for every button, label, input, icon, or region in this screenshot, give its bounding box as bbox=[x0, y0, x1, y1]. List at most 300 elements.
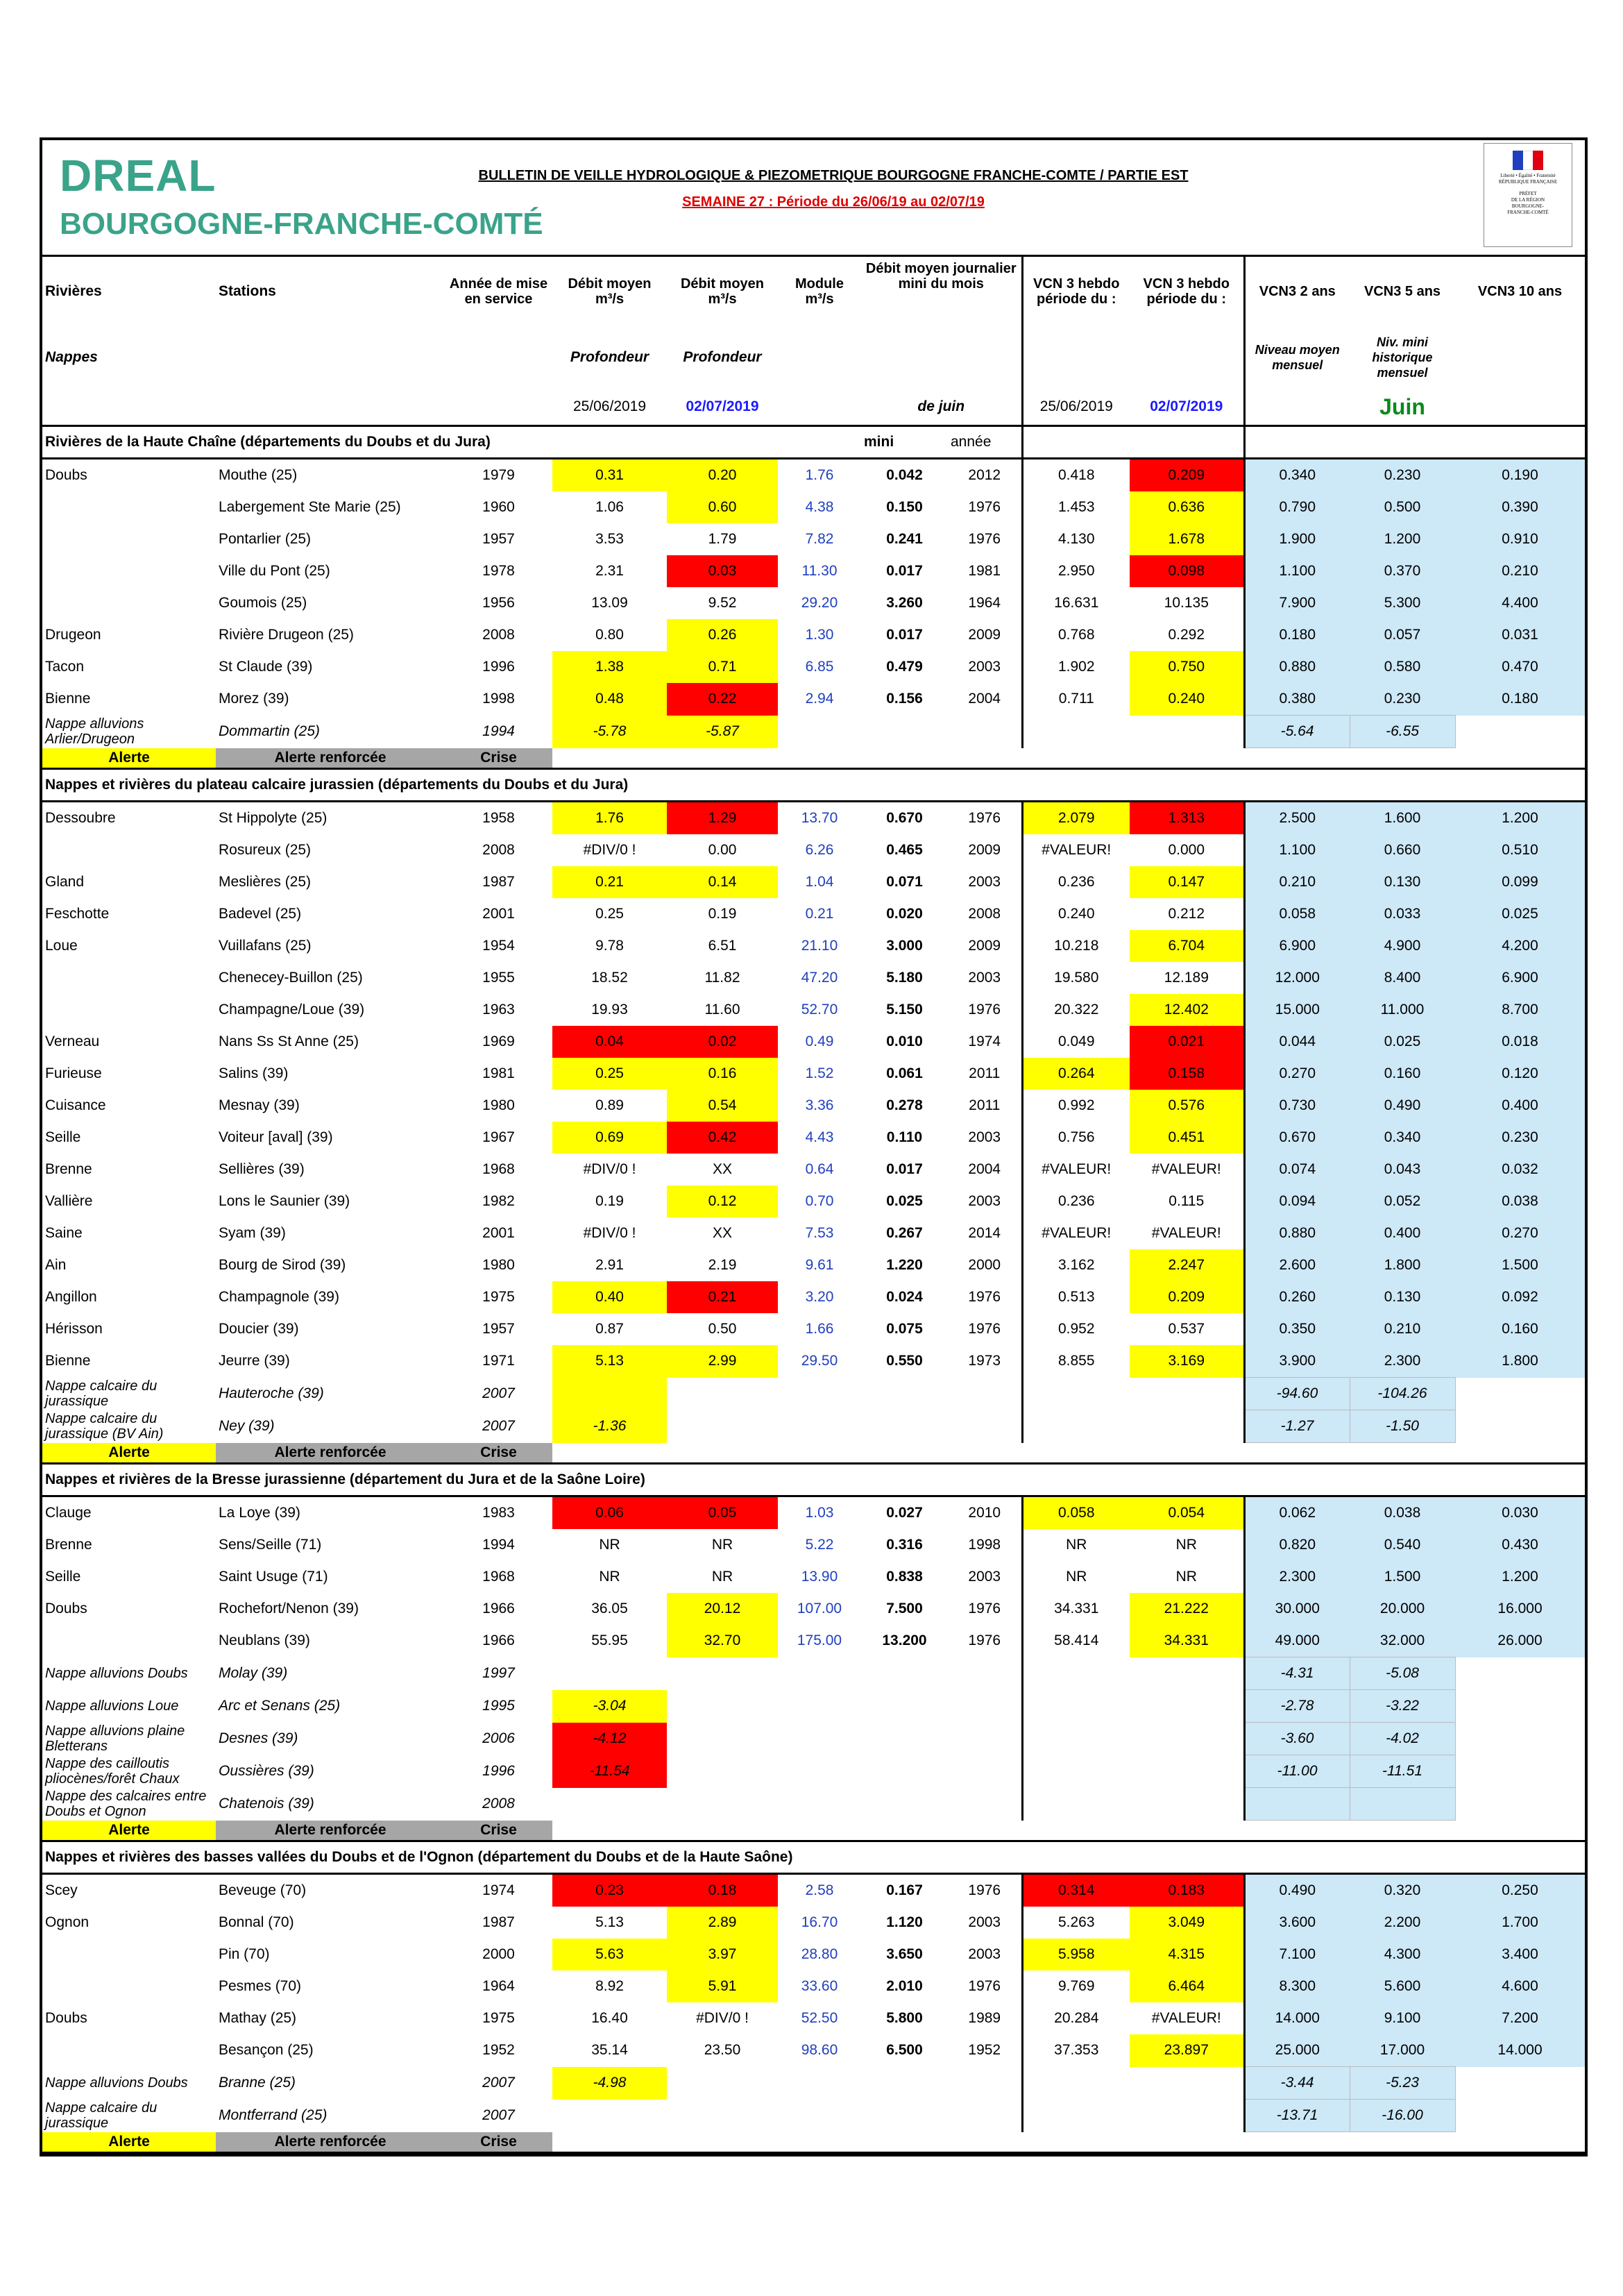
col-annee: Année de mise en service bbox=[449, 276, 548, 307]
service-year: 1956 bbox=[482, 595, 515, 611]
niveau-mini: -4.02 bbox=[1350, 1723, 1455, 1755]
vcn3-5ans: 0.052 bbox=[1350, 1185, 1455, 1217]
section-0 bbox=[42, 426, 1585, 769]
niveau-moyen: -3.60 bbox=[1244, 1723, 1350, 1755]
vcn3-5ans: 9.100 bbox=[1350, 2002, 1455, 2034]
debit-value-1: 1.76 bbox=[552, 802, 667, 835]
mini-year: 2003 bbox=[948, 962, 1022, 994]
debit-value-2: 3.97 bbox=[667, 1939, 778, 1970]
river-name bbox=[42, 1625, 216, 1657]
vcn-value-1: 0.711 bbox=[1022, 683, 1130, 716]
vcn3-2ans: 14.000 bbox=[1244, 2002, 1350, 2034]
vcn3-5ans: 20.000 bbox=[1350, 1593, 1455, 1625]
col-rivieres: Rivières bbox=[45, 283, 102, 299]
section-title-row bbox=[42, 1464, 1585, 1496]
module-value: 9.61 bbox=[805, 1257, 834, 1273]
bulletin-sheet bbox=[40, 137, 1588, 2156]
vcn3-5ans: 0.230 bbox=[1350, 459, 1455, 492]
debit-value-1 bbox=[552, 1788, 667, 1821]
vcn-value-2: #VALEUR! bbox=[1130, 1217, 1244, 1249]
station-row bbox=[42, 1090, 1585, 1122]
vcn3-2ans: 0.490 bbox=[1244, 1874, 1350, 1907]
module-value: 13.90 bbox=[801, 1569, 838, 1585]
mini-year: 2009 bbox=[948, 619, 1022, 651]
module-value: 1.30 bbox=[805, 627, 834, 643]
vcn-value-1: 5.958 bbox=[1022, 1939, 1130, 1970]
vcn3-2ans: 3.900 bbox=[1244, 1345, 1350, 1378]
station-row bbox=[42, 1939, 1585, 1970]
river-name: Brenne bbox=[45, 1161, 92, 1177]
vcn3-10ans: 1.800 bbox=[1455, 1345, 1585, 1378]
service-year: 1982 bbox=[482, 1193, 515, 1209]
station-name: Champagne/Loue (39) bbox=[219, 1002, 365, 1018]
service-year: 1983 bbox=[482, 1505, 515, 1521]
mini-year: 2008 bbox=[948, 898, 1022, 930]
station-row bbox=[42, 930, 1585, 962]
station-name: Syam (39) bbox=[219, 1225, 286, 1241]
debit-value-1: 16.40 bbox=[552, 2002, 667, 2034]
vcn-value-1: 16.631 bbox=[1022, 587, 1130, 619]
mini-value: 0.017 bbox=[886, 1161, 923, 1177]
vcn3-5ans: 2.200 bbox=[1350, 1907, 1455, 1939]
vcn3-10ans: 3.400 bbox=[1455, 1939, 1585, 1970]
debit-value-2: 0.54 bbox=[667, 1090, 778, 1122]
debit-value-2: 0.71 bbox=[667, 651, 778, 683]
dreal-logo: DREAL bbox=[60, 151, 216, 201]
vcn3-5ans: 0.400 bbox=[1350, 1217, 1455, 1249]
debit-value-2 bbox=[667, 2100, 778, 2132]
nappe-row bbox=[42, 1657, 1585, 1690]
bulletin-title: BULLETIN DE VEILLE HYDROLOGIQUE & PIEZOMETRIQUE BOURGOGNE FRANCHE-COMTE / PARTIE EST bbox=[478, 168, 1189, 183]
service-year: 2001 bbox=[482, 1225, 515, 1241]
vcn-value-2: 1.678 bbox=[1130, 523, 1244, 555]
niveau-moyen: -3.44 bbox=[1244, 2067, 1350, 2100]
prefet-motto: Liberté • Égalité • Fraternité RÉPUBLIQUE FRANÇAISE bbox=[1498, 173, 1558, 185]
mini-value: 5.150 bbox=[886, 1002, 923, 1018]
legend-alerte-renforcee: Alerte renforcée bbox=[216, 1821, 445, 1841]
river-name bbox=[42, 994, 216, 1026]
juin-label: Juin bbox=[1379, 394, 1425, 419]
debit-value-2: 0.16 bbox=[667, 1058, 778, 1090]
service-year: 2001 bbox=[482, 906, 515, 922]
vcn3-10ans: 26.000 bbox=[1455, 1625, 1585, 1657]
legend-alerte-renforcee: Alerte renforcée bbox=[216, 1443, 445, 1464]
vcn3-2ans: 0.062 bbox=[1244, 1496, 1350, 1530]
vcn3-10ans: 0.390 bbox=[1455, 491, 1585, 523]
vcn3-5ans: 0.540 bbox=[1350, 1529, 1455, 1561]
vcn3-2ans: 0.270 bbox=[1244, 1058, 1350, 1090]
debit-value-2: XX bbox=[667, 1217, 778, 1249]
vcn-value-2: #VALEUR! bbox=[1130, 1154, 1244, 1185]
niveau-moyen: -2.78 bbox=[1244, 1690, 1350, 1723]
station-row bbox=[42, 1907, 1585, 1939]
mini-year: 2003 bbox=[948, 651, 1022, 683]
module-value: 29.50 bbox=[801, 1353, 838, 1369]
mini-year: 2003 bbox=[948, 1185, 1022, 1217]
vcn3-5ans: 0.230 bbox=[1350, 683, 1455, 716]
col-djm: Débit moyen journalier mini du mois bbox=[861, 257, 1022, 326]
mini-value: 0.017 bbox=[886, 627, 923, 643]
vcn3-2ans: 1.900 bbox=[1244, 523, 1350, 555]
mini-value: 0.020 bbox=[886, 906, 923, 922]
vcn3-2ans: 7.100 bbox=[1244, 1939, 1350, 1970]
mini-value: 13.200 bbox=[882, 1632, 927, 1649]
mini-value: 2.010 bbox=[886, 1978, 923, 1994]
debit-value-2: NR bbox=[667, 1561, 778, 1593]
mini-value: 0.024 bbox=[886, 1289, 923, 1305]
module-value: 1.76 bbox=[805, 467, 834, 483]
debit-value-1: 18.52 bbox=[552, 962, 667, 994]
module-value: 6.26 bbox=[805, 842, 834, 858]
vcn3-2ans: 30.000 bbox=[1244, 1593, 1350, 1625]
vcn3-2ans: 0.730 bbox=[1244, 1090, 1350, 1122]
col-debit-2: Débit moyen m³/s bbox=[680, 276, 765, 307]
debit-value-2: 11.60 bbox=[667, 994, 778, 1026]
module-value: 13.70 bbox=[801, 810, 838, 826]
vcn-value-1: 58.414 bbox=[1022, 1625, 1130, 1657]
river-name: Seille bbox=[45, 1569, 81, 1585]
station-row bbox=[42, 651, 1585, 683]
date-02-07: 02/07/2019 bbox=[686, 398, 759, 414]
vcn-value-2: NR bbox=[1130, 1529, 1244, 1561]
mini-value: 0.167 bbox=[886, 1882, 923, 1898]
vcn-value-1: 0.768 bbox=[1022, 619, 1130, 651]
vcn3-10ans: 0.099 bbox=[1455, 866, 1585, 898]
service-year: 2008 bbox=[482, 842, 515, 858]
debit-value-2: 9.52 bbox=[667, 587, 778, 619]
debit-value-2 bbox=[667, 1755, 778, 1788]
station-row bbox=[42, 994, 1585, 1026]
mini-year: 2003 bbox=[948, 866, 1022, 898]
vcn3-5ans: 8.400 bbox=[1350, 962, 1455, 994]
vcn-value-2: 0.147 bbox=[1130, 866, 1244, 898]
service-year: 1966 bbox=[482, 1601, 515, 1617]
module-value: 107.00 bbox=[797, 1601, 842, 1617]
station-name: Dommartin (25) bbox=[219, 723, 320, 739]
mini-year: 1976 bbox=[948, 1874, 1022, 1907]
nappe-name: Nappe calcaire du jurassique bbox=[45, 1378, 158, 1409]
station-row bbox=[42, 1217, 1585, 1249]
vcn-value-2: 0.115 bbox=[1130, 1185, 1244, 1217]
service-year: 1957 bbox=[482, 1321, 515, 1337]
module-value: 7.82 bbox=[805, 531, 834, 547]
vcn3-10ans: 0.031 bbox=[1455, 619, 1585, 651]
river-name: Saine bbox=[45, 1225, 83, 1241]
station-name: Badevel (25) bbox=[219, 906, 302, 922]
mini-year: 1952 bbox=[948, 2034, 1022, 2067]
vcn3-5ans: 0.660 bbox=[1350, 834, 1455, 866]
vcn3-2ans: 2.600 bbox=[1244, 1249, 1350, 1281]
debit-value-1: 0.31 bbox=[552, 459, 667, 492]
river-name: Scey bbox=[45, 1882, 78, 1898]
river-name bbox=[42, 587, 216, 619]
vcn3-2ans: 0.670 bbox=[1244, 1122, 1350, 1154]
debit-value-1: 0.19 bbox=[552, 1185, 667, 1217]
vcn3-2ans: 1.100 bbox=[1244, 555, 1350, 587]
debit-value-2 bbox=[667, 1410, 778, 1443]
service-year: 1975 bbox=[482, 2010, 515, 2026]
niveau-moyen: -94.60 bbox=[1244, 1378, 1350, 1410]
section-title: Rivières de la Haute Chaîne (départements du Doubs et du Jura) bbox=[42, 426, 861, 459]
vcn3-10ans: 0.470 bbox=[1455, 651, 1585, 683]
debit-value-2: 2.89 bbox=[667, 1907, 778, 1939]
vcn3-5ans: 0.210 bbox=[1350, 1313, 1455, 1345]
vcn-value-2: 0.054 bbox=[1130, 1496, 1244, 1530]
station-name: Nans Ss St Anne (25) bbox=[219, 1033, 359, 1049]
vcn-value-1: 0.418 bbox=[1022, 459, 1130, 492]
station-row bbox=[42, 683, 1585, 716]
station-row bbox=[42, 1345, 1585, 1378]
station-name: Pesmes (70) bbox=[219, 1978, 302, 1994]
legend-alerte: Alerte bbox=[42, 1821, 216, 1841]
service-year: 2006 bbox=[482, 1730, 515, 1746]
station-name: Hauteroche (39) bbox=[219, 1385, 324, 1401]
annee-label: année bbox=[948, 426, 1022, 459]
river-name: Doubs bbox=[45, 1601, 87, 1617]
vcn3-10ans: 0.270 bbox=[1455, 1217, 1585, 1249]
service-year: 1987 bbox=[482, 874, 515, 890]
river-name: Seille bbox=[45, 1129, 81, 1145]
debit-value-1: 0.48 bbox=[552, 683, 667, 716]
vcn3-2ans: 0.880 bbox=[1244, 651, 1350, 683]
vcn-value-2: 0.750 bbox=[1130, 651, 1244, 683]
debit-value-2: 0.05 bbox=[667, 1496, 778, 1530]
debit-value-2 bbox=[667, 1657, 778, 1690]
section-1 bbox=[42, 769, 1585, 1464]
mini-year: 2011 bbox=[948, 1058, 1022, 1090]
vcn-value-2: 10.135 bbox=[1130, 587, 1244, 619]
station-row bbox=[42, 1970, 1585, 2002]
station-row bbox=[42, 1529, 1585, 1561]
station-name: Sellières (39) bbox=[219, 1161, 305, 1177]
service-year: 1967 bbox=[482, 1129, 515, 1145]
section-title: Nappes et rivières des basses vallées du Doubs et de l'Ognon (département du Doubs et de la Haute Saône) bbox=[42, 1841, 1585, 1874]
mini-year: 1976 bbox=[948, 994, 1022, 1026]
mini-year: 2000 bbox=[948, 1249, 1022, 1281]
vcn-value-2: 0.636 bbox=[1130, 491, 1244, 523]
debit-value-1: 35.14 bbox=[552, 2034, 667, 2067]
vcn3-10ans: 4.200 bbox=[1455, 930, 1585, 962]
niveau-mini bbox=[1350, 1788, 1455, 1821]
col-nappes: Nappes bbox=[45, 349, 98, 365]
vcn3-5ans: 0.370 bbox=[1350, 555, 1455, 587]
module-value: 98.60 bbox=[801, 2042, 838, 2059]
station-name: La Loye (39) bbox=[219, 1505, 300, 1521]
vcn-value-1: 1.453 bbox=[1022, 491, 1130, 523]
vcn3-5ans: 0.320 bbox=[1350, 1874, 1455, 1907]
station-name: Montferrand (25) bbox=[219, 2107, 328, 2123]
debit-value-1: #DIV/0 ! bbox=[552, 834, 667, 866]
vcn3-10ans: 0.210 bbox=[1455, 555, 1585, 587]
vcn-value-1: 0.058 bbox=[1022, 1496, 1130, 1530]
mini-value: 1.220 bbox=[886, 1257, 923, 1273]
station-name: Mesnay (39) bbox=[219, 1097, 300, 1113]
niveau-moyen: -4.31 bbox=[1244, 1657, 1350, 1690]
vcn3-5ans: 0.043 bbox=[1350, 1154, 1455, 1185]
nappe-row bbox=[42, 1723, 1585, 1755]
debit-value-1 bbox=[552, 2100, 667, 2132]
station-name: Rivière Drugeon (25) bbox=[219, 627, 354, 643]
nappe-name: Nappe alluvions Arlier/Drugeon bbox=[45, 716, 144, 747]
vcn3-10ans: 0.510 bbox=[1455, 834, 1585, 866]
station-name: Labergement Ste Marie (25) bbox=[219, 499, 401, 515]
mini-label: mini bbox=[861, 426, 948, 459]
vcn3-2ans: 0.210 bbox=[1244, 866, 1350, 898]
mini-value: 0.071 bbox=[886, 874, 923, 890]
debit-value-2 bbox=[667, 1788, 778, 1821]
vcn3-10ans: 0.430 bbox=[1455, 1529, 1585, 1561]
service-year: 1960 bbox=[482, 499, 515, 515]
vcn-value-2: 0.537 bbox=[1130, 1313, 1244, 1345]
station-name: Jeurre (39) bbox=[219, 1353, 290, 1369]
vcn3-10ans: 0.030 bbox=[1455, 1496, 1585, 1530]
station-name: Lons le Saunier (39) bbox=[219, 1193, 350, 1209]
vcn3-10ans: 0.400 bbox=[1455, 1090, 1585, 1122]
vcn-value-2: 0.212 bbox=[1130, 898, 1244, 930]
prefet-label: PRÉFET DE LA RÉGION BOURGOGNE- FRANCHE-COMTÉ bbox=[1507, 191, 1549, 215]
mini-value: 0.316 bbox=[886, 1537, 923, 1553]
mini-value: 0.017 bbox=[886, 563, 923, 579]
debit-value-2: 0.12 bbox=[667, 1185, 778, 1217]
vcn3-2ans: 12.000 bbox=[1244, 962, 1350, 994]
vcn-value-2: 0.158 bbox=[1130, 1058, 1244, 1090]
vcn3-5ans: 4.900 bbox=[1350, 930, 1455, 962]
module-value: 11.30 bbox=[801, 563, 838, 579]
module-value: 2.94 bbox=[805, 691, 834, 707]
mini-year: 1976 bbox=[948, 1281, 1022, 1313]
debit-value-2: 2.19 bbox=[667, 1249, 778, 1281]
debit-value-2: 11.82 bbox=[667, 962, 778, 994]
vcn-value-2: 0.021 bbox=[1130, 1026, 1244, 1058]
debit-value-1: 0.87 bbox=[552, 1313, 667, 1345]
service-year: 1997 bbox=[482, 1665, 515, 1681]
vcn3-10ans: 1.700 bbox=[1455, 1907, 1585, 1939]
debit-value-2: 0.21 bbox=[667, 1281, 778, 1313]
station-row bbox=[42, 523, 1585, 555]
service-year: 1979 bbox=[482, 467, 515, 483]
vcn3-10ans: 1.200 bbox=[1455, 802, 1585, 835]
river-name: Furieuse bbox=[45, 1065, 102, 1081]
debit-value-2: 20.12 bbox=[667, 1593, 778, 1625]
vcn3-2ans: 49.000 bbox=[1244, 1625, 1350, 1657]
nappe-name: Nappe calcaire du jurassique bbox=[45, 2100, 158, 2131]
station-name: Bonnal (70) bbox=[219, 1914, 294, 1930]
mini-year: 1976 bbox=[948, 1625, 1022, 1657]
legend-alerte-renforcee: Alerte renforcée bbox=[216, 2132, 445, 2153]
col-profondeur-1: Profondeur bbox=[570, 349, 649, 365]
mini-year: 1964 bbox=[948, 587, 1022, 619]
vcn3-5ans: 0.130 bbox=[1350, 866, 1455, 898]
vcn3-2ans: 2.300 bbox=[1244, 1561, 1350, 1593]
station-name: St Claude (39) bbox=[219, 659, 313, 675]
vcn-value-2: 0.292 bbox=[1130, 619, 1244, 651]
station-row bbox=[42, 1313, 1585, 1345]
vcn3-2ans: 0.790 bbox=[1244, 491, 1350, 523]
mini-year: 2003 bbox=[948, 1939, 1022, 1970]
debit-value-1: -4.98 bbox=[552, 2067, 667, 2100]
mini-value: 0.241 bbox=[886, 531, 923, 547]
module-value: 4.43 bbox=[805, 1129, 834, 1145]
mini-year: 2014 bbox=[948, 1217, 1022, 1249]
bulletin-header bbox=[42, 140, 1585, 257]
debit-value-1: 0.40 bbox=[552, 1281, 667, 1313]
vcn3-5ans: 0.160 bbox=[1350, 1058, 1455, 1090]
module-value: 47.20 bbox=[801, 970, 838, 986]
station-row bbox=[42, 459, 1585, 492]
vcn3-10ans: 0.038 bbox=[1455, 1185, 1585, 1217]
legend-row bbox=[42, 2132, 1585, 2153]
debit-value-2: 0.19 bbox=[667, 898, 778, 930]
station-row bbox=[42, 1058, 1585, 1090]
mini-year: 2009 bbox=[948, 834, 1022, 866]
vcn-value-1: 8.855 bbox=[1022, 1345, 1130, 1378]
station-name: Pontarlier (25) bbox=[219, 531, 312, 547]
vcn3-10ans: 0.910 bbox=[1455, 523, 1585, 555]
station-name: Meslières (25) bbox=[219, 874, 312, 890]
service-year: 2008 bbox=[482, 627, 515, 643]
mini-value: 5.180 bbox=[886, 970, 923, 986]
station-row bbox=[42, 2034, 1585, 2067]
vcn-value-2: 0.209 bbox=[1130, 1281, 1244, 1313]
mini-value: 3.260 bbox=[886, 595, 923, 611]
station-name: Saint Usuge (71) bbox=[219, 1569, 328, 1585]
mini-year: 2009 bbox=[948, 930, 1022, 962]
vcn-value-1: 20.322 bbox=[1022, 994, 1130, 1026]
debit-value-2 bbox=[667, 2067, 778, 2100]
station-row bbox=[42, 2002, 1585, 2034]
mini-year: 2003 bbox=[948, 1122, 1022, 1154]
niveau-mini: -1.50 bbox=[1350, 1410, 1455, 1443]
station-name: Molay (39) bbox=[219, 1665, 288, 1681]
vcn3-10ans: 8.700 bbox=[1455, 994, 1585, 1026]
debit-value-1: 9.78 bbox=[552, 930, 667, 962]
vcn3-10ans: 0.230 bbox=[1455, 1122, 1585, 1154]
vcn-value-2: 4.315 bbox=[1130, 1939, 1244, 1970]
debit-value-1: 0.04 bbox=[552, 1026, 667, 1058]
col-niveau-mini: Niv. mini historique mensuel bbox=[1372, 335, 1433, 380]
vcn3-10ans: 0.160 bbox=[1455, 1313, 1585, 1345]
mini-year: 2011 bbox=[948, 1090, 1022, 1122]
station-row bbox=[42, 1496, 1585, 1530]
col-vcn-a: VCN 3 hebdo période du : bbox=[1033, 276, 1120, 307]
service-year: 2007 bbox=[482, 1418, 515, 1434]
vcn-value-1: 1.902 bbox=[1022, 651, 1130, 683]
vcn-value-1: 4.130 bbox=[1022, 523, 1130, 555]
debit-value-1: 1.38 bbox=[552, 651, 667, 683]
legend-crise: Crise bbox=[445, 748, 552, 769]
module-value: 1.04 bbox=[805, 874, 834, 890]
vcn3-10ans: 1.500 bbox=[1455, 1249, 1585, 1281]
niveau-mini: -3.22 bbox=[1350, 1690, 1455, 1723]
niveau-moyen: -5.64 bbox=[1244, 716, 1350, 748]
vcn3-5ans: 17.000 bbox=[1350, 2034, 1455, 2067]
mini-year: 1998 bbox=[948, 1529, 1022, 1561]
debit-value-2 bbox=[667, 1723, 778, 1755]
vcn-value-2: 0.209 bbox=[1130, 459, 1244, 492]
mini-value: 1.120 bbox=[886, 1914, 923, 1930]
station-row bbox=[42, 491, 1585, 523]
vcn3-10ans: 4.600 bbox=[1455, 1970, 1585, 2002]
debit-value-1: 19.93 bbox=[552, 994, 667, 1026]
mini-year: 2003 bbox=[948, 1907, 1022, 1939]
vcn-value-1: 20.284 bbox=[1022, 2002, 1130, 2034]
niveau-moyen bbox=[1244, 1788, 1350, 1821]
mini-value: 6.500 bbox=[886, 2042, 923, 2059]
debit-value-1: NR bbox=[552, 1529, 667, 1561]
nappe-row bbox=[42, 1788, 1585, 1821]
vcn-value-2: 21.222 bbox=[1130, 1593, 1244, 1625]
mini-value: 0.670 bbox=[886, 810, 923, 826]
